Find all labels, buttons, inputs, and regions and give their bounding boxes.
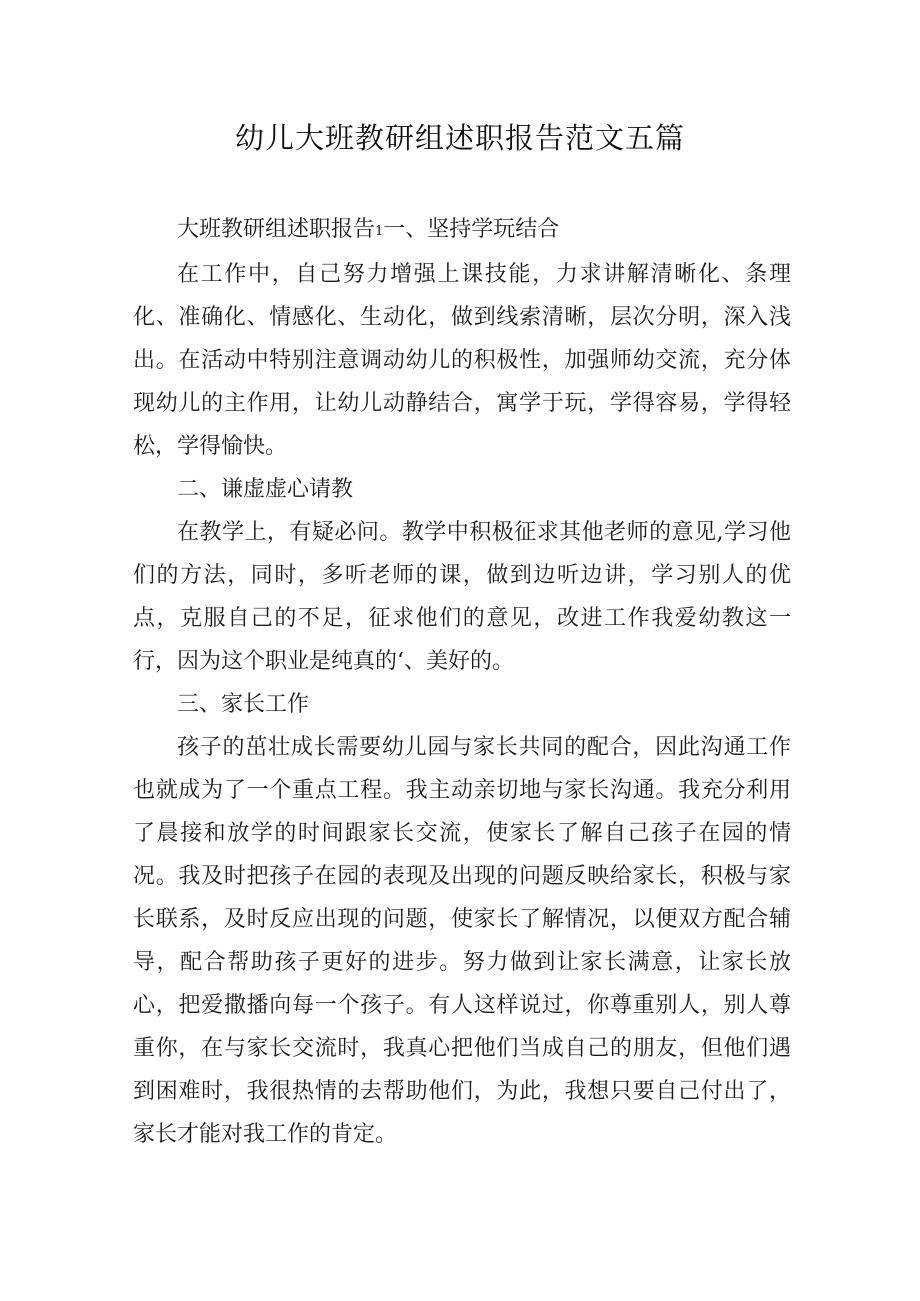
report-number: 1 [375, 224, 384, 239]
section-heading-1: 一、坚持学玩结合 [383, 217, 560, 242]
body-paragraph-3: 孩子的茁壮成长需要幼儿园与家长共同的配合，因此沟通工作也就成为了一个重点工程。我主动亲切地与家长沟通。我充分利用了晨接和放学的时间跟家长交流，使家长了解自己孩子在园的情况。我及时把孩子在园的表现及出现的问题反映给家长，积极与家长联系，及时反应出现的问题，使家长了解情况，以便双方配合辅导，配合帮助孩子更好的进步。努力做到让家长满意，让家长放心，把爱撒播向每一个孩子。有人这样说过，你尊重别人，别人尊重你，在与家长交流时，我真心把他们当成自己的朋友，但他们遇到困难时，我很热情的去帮助他们，为此，我想只要自己付出了，家长才能对我工作的肯定。 [133, 735, 791, 1147]
section-heading-3: 三、家长工作 [177, 692, 310, 717]
document-body [133, 208, 791, 1156]
body-paragraph-1: 在工作中，自己努力增强上课技能，力求讲解清晰化、条理化、准确化、情感化、生动化，做到线索清晰，层次分明，深入浅出。在活动中特别注意调动幼儿的积极性，加强师幼交流，充分体现幼儿的主作用，让幼儿动静结合，寓学于玩，学得容易，学得轻松，学得愉快。 [133, 262, 791, 459]
section-heading-intro [133, 208, 791, 253]
section-heading-2: 二、谦虚虚心请教 [177, 477, 354, 502]
body-paragraph-2: 在教学上，有疑必问。教学中积极征求其他老师的意见,学习他们的方法，同时，多听老师的课，做到边听边讲，学习别人的优点，克服自己的不足，征求他们的意见，改进工作我爱幼教这一行，因为这个职业是纯真的‘、美好的。 [133, 520, 791, 674]
report-prefix: 大班教研组述职报告 [177, 217, 376, 242]
document-title: 幼儿大班教研组述职报告范文五篇 [234, 121, 685, 155]
